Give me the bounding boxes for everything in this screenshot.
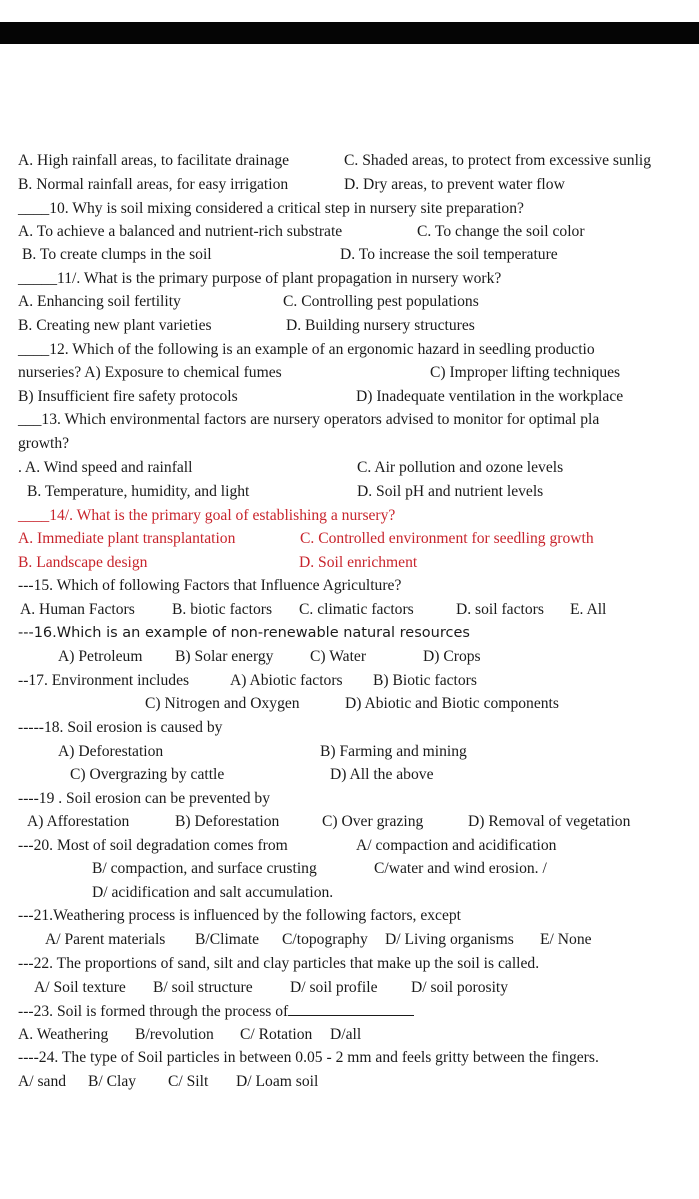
question-text: ____10. Why is soil mixing considered a critical step in nursery site preparation?: [18, 200, 524, 217]
option-d: D. Soil enrichment: [299, 554, 418, 571]
option-a: A) Abiotic factors: [230, 672, 343, 689]
question-text-continued: nurseries? A) Exposure to chemical fumes: [18, 364, 282, 381]
option-a: A/ Soil texture: [34, 979, 126, 996]
question-15: [0, 575, 699, 597]
line-36: [0, 977, 699, 999]
question-text: --17. Environment includes: [18, 672, 190, 689]
option-a: A. To achieve a balanced and nutrient-rich substrate: [18, 223, 343, 240]
option-a: A/ compaction and acidification: [356, 837, 557, 854]
option-d: D/ Loam soil: [236, 1073, 319, 1090]
option-c: C. To change the soil color: [417, 223, 585, 240]
option-b: B) Farming and mining: [320, 743, 467, 760]
question-text-continued: growth?: [18, 435, 70, 452]
option-a: A) Afforestation: [27, 813, 130, 830]
option-c: C/topography: [282, 931, 368, 948]
option-b: B/ Clay: [88, 1073, 137, 1090]
option-b: B/Climate: [195, 931, 260, 948]
line-38: [0, 1024, 699, 1046]
option-c: C. Controlled environment for seedling growth: [300, 530, 594, 547]
option-b: B/ soil structure: [153, 979, 253, 996]
line-22: [0, 646, 699, 668]
question-text: ---22. The proportions of sand, silt and clay particles that make up the soil is called.: [18, 955, 540, 972]
question-22: [0, 953, 699, 975]
option-d: D/ soil porosity: [411, 979, 509, 996]
option-a: A. High rainfall areas, to facilitate drainage: [18, 152, 290, 169]
line-31: [0, 858, 699, 880]
line-2: [0, 174, 699, 196]
question-18: [0, 717, 699, 739]
line-14: [0, 457, 699, 479]
option-c: C/ Silt: [168, 1073, 209, 1090]
option-c: C) Water: [310, 648, 367, 665]
question-16: [0, 622, 699, 644]
question-10: [0, 198, 699, 220]
line-1: [0, 150, 699, 172]
option-c: C) Overgrazing by cattle: [70, 766, 225, 783]
option-b: B) Biotic factors: [373, 672, 477, 689]
question-13: [0, 409, 699, 431]
question-text: ---15. Which of following Factors that Influence Agriculture?: [18, 577, 402, 594]
option-a: A. Human Factors: [20, 601, 135, 618]
line-29: [0, 811, 699, 833]
question-19: [0, 788, 699, 810]
question-20: [0, 835, 699, 857]
line-18: [0, 552, 699, 574]
question-11: [0, 268, 699, 290]
option-b: B. Landscape design: [18, 554, 148, 571]
question-17: [0, 670, 699, 692]
option-b: B) Solar energy: [175, 648, 274, 665]
line-4: [0, 221, 699, 243]
option-d: D. To increase the soil temperature: [340, 246, 558, 263]
option-a: A) Petroleum: [58, 648, 143, 665]
option-d: D. Building nursery structures: [286, 317, 475, 334]
question-text-label: ---23. Soil is formed through the process of: [18, 1003, 289, 1020]
option-d: D) Crops: [423, 648, 481, 665]
option-a: A. Immediate plant transplantation: [18, 530, 236, 547]
option-e: E. All: [570, 601, 607, 618]
option-b: B. Normal rainfall areas, for easy irrigation: [18, 176, 289, 193]
question-12: [0, 339, 699, 361]
question-text: [18, 1000, 414, 1022]
option-a: A. Enhancing soil fertility: [18, 293, 181, 310]
option-d: D. Dry areas, to prevent water flow: [344, 176, 565, 193]
option-c: C. Controlling pest populations: [283, 293, 479, 310]
line-20: [0, 599, 699, 621]
option-d: D/ acidification and salt accumulation.: [92, 884, 334, 901]
line-7: [0, 291, 699, 313]
option-c: C/water and wind erosion. /: [374, 860, 547, 877]
question-text: ---21.Weathering process is influenced by the following factors, except: [18, 907, 462, 924]
option-b: B/ compaction, and surface crusting: [92, 860, 317, 877]
question-21: [0, 905, 699, 927]
option-d: D/ Living organisms: [385, 931, 514, 948]
option-c: C. Air pollution and ozone levels: [357, 459, 564, 476]
question-text: ___13. Which environmental factors are nursery operators advised to monitor for optimal pla: [18, 411, 600, 428]
option-a: A) Deforestation: [58, 743, 164, 760]
option-a: A/ Parent materials: [45, 931, 166, 948]
option-c: C) Improper lifting techniques: [430, 364, 621, 381]
option-d: D. Soil pH and nutrient levels: [357, 483, 544, 500]
option-b: B. Temperature, humidity, and light: [27, 483, 250, 500]
option-d: D. soil factors: [456, 601, 544, 618]
line-5: [0, 244, 699, 266]
option-c: C) Nitrogen and Oxygen: [145, 695, 300, 712]
option-b: B. To create clumps in the soil: [22, 246, 212, 263]
line-26: [0, 741, 699, 763]
option-a: A/ sand: [18, 1073, 67, 1090]
option-c: C. climatic factors: [299, 601, 414, 618]
option-c: C. Shaded areas, to protect from excessive sunlig: [344, 152, 652, 169]
question-14: [0, 505, 699, 527]
line-10: [0, 362, 699, 384]
question-text: ---20. Most of soil degradation comes from: [18, 837, 288, 854]
question-text: ----24. The type of Soil particles in between 0.05 - 2 mm and feels gritty between the fingers.: [18, 1049, 599, 1066]
option-b: B. Creating new plant varieties: [18, 317, 212, 334]
option-a: A. Weathering: [18, 1026, 109, 1043]
question-text: ____14/. What is the primary goal of establishing a nursery?: [18, 507, 396, 524]
line-24: [0, 693, 699, 715]
option-a: . A. Wind speed and rainfall: [18, 459, 193, 476]
line-34: [0, 929, 699, 951]
question-24: [0, 1047, 699, 1069]
option-d: D) Removal of vegetation: [468, 813, 631, 830]
option-b: B) Insufficient fire safety protocols: [18, 388, 238, 405]
line-11: [0, 386, 699, 408]
option-b: B) Deforestation: [175, 813, 280, 830]
line-40: [0, 1071, 699, 1093]
line-17: [0, 528, 699, 550]
question-text: _____11/. What is the primary purpose of plant propagation in nursery work?: [18, 270, 502, 287]
option-b: B. biotic factors: [172, 601, 273, 618]
line-32: [0, 882, 699, 904]
line-13: [0, 433, 699, 455]
option-e: E/ None: [540, 931, 592, 948]
question-text: ____12. Which of the following is an example of an ergonomic hazard in seedling productio: [18, 341, 595, 358]
option-d: D/all: [330, 1026, 362, 1043]
line-27: [0, 764, 699, 786]
option-c: D/ soil profile: [290, 979, 378, 996]
question-23: [0, 1000, 699, 1022]
option-d: D) Abiotic and Biotic components: [345, 695, 559, 712]
question-text: -----18. Soil erosion is caused by: [18, 719, 223, 736]
option-b: B/revolution: [135, 1026, 214, 1043]
option-d: D) All the above: [330, 766, 434, 783]
line-15: [0, 481, 699, 503]
question-text: ---16.Which is an example of non-renewable natural resources: [18, 625, 470, 641]
option-c: C) Over grazing: [322, 813, 424, 830]
line-8: [0, 315, 699, 337]
question-text: ----19 . Soil erosion can be prevented by: [18, 790, 271, 807]
answer-blank: [288, 1000, 414, 1016]
option-d: D) Inadequate ventilation in the workplace: [356, 388, 624, 405]
option-c: C/ Rotation: [240, 1026, 313, 1043]
